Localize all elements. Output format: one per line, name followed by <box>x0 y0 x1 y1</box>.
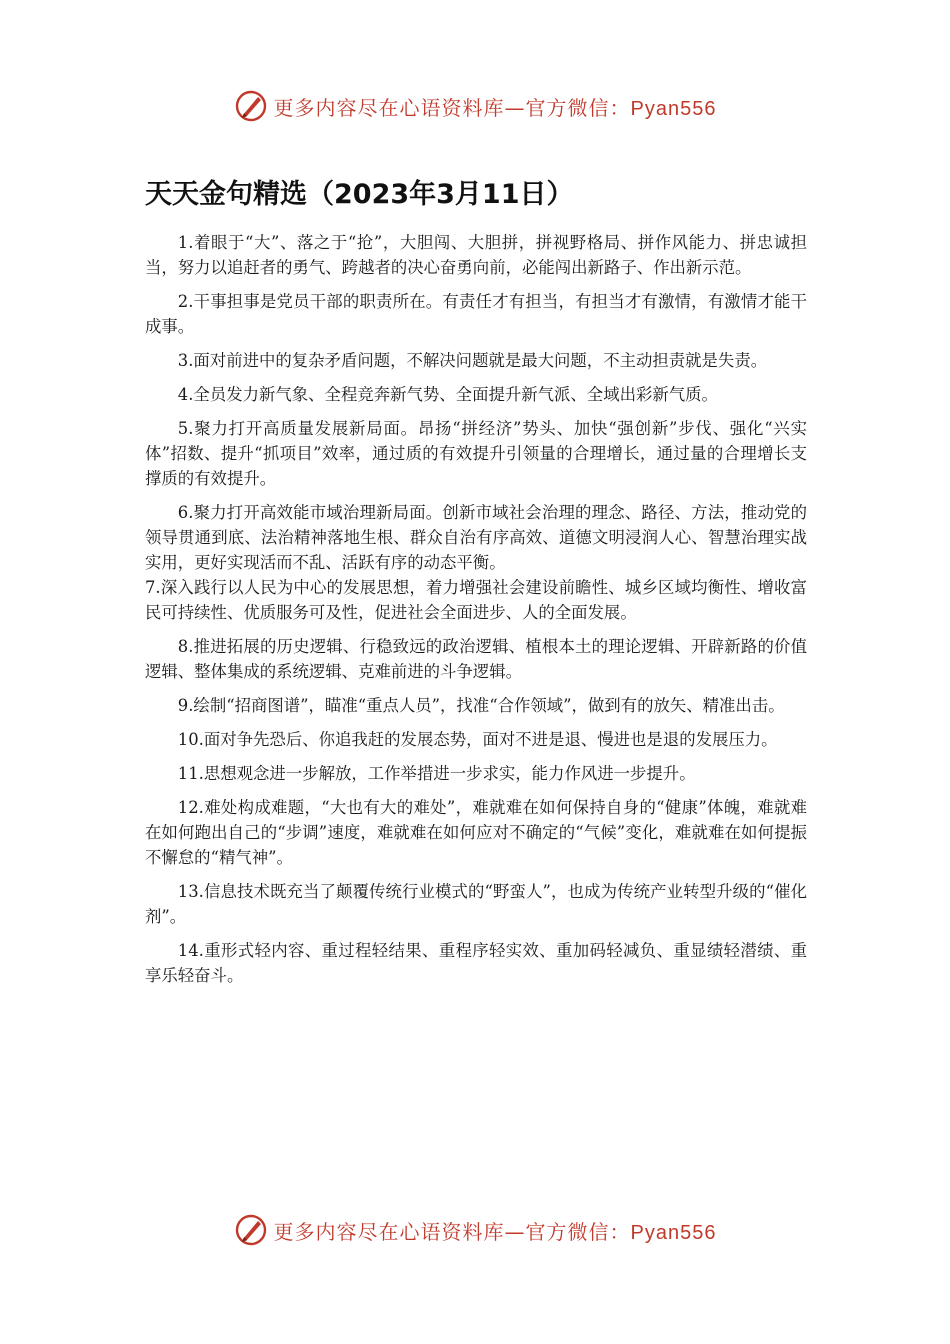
quote-paragraph: 1.着眼于“大”、落之于“抢”，大胆闯、大胆拼，拼视野格局、拼作风能力、拼忠诚担当，努力以追赶者的勇气、跨越者的决心奋勇向前，必能闯出新路子、作出新示范。 <box>145 233 807 277</box>
quote-paragraph: 13.信息技术既充当了颠覆传统行业模式的“野蛮人”，也成为传统产业转型升级的“催化剂”。 <box>145 882 807 926</box>
banner-wechat-id: Pyan556 <box>630 1221 717 1244</box>
quote-paragraph: 4.全员发力新气象、全程竞奔新气势、全面提升新气派、全域出彩新气质。 <box>177 385 718 404</box>
quote-paragraph: 5.聚力打开高质量发展新局面。昂扬“拼经济”势头、加快“强创新”步伐、强化“兴实体”招数、提升“抓项目”效率，通过质的有效提升引领量的合理增长，通过量的合理增长支撑质的有效提升。 <box>145 419 807 488</box>
quote-paragraph: 12.难处构成难题，“大也有大的难处”，难就难在如何保持自身的“健康”体魄，难就难在如何跑出自己的“步调”速度，难就难在如何应对不确定的“气候”变化，难就难在如何提振不懈怠的“精气神”。 <box>145 798 807 867</box>
banner-text: 更多内容尽在心语资料库 <box>273 1219 505 1244</box>
quote-paragraph: 11.思想观念进一步解放，工作举措进一步求实，能力作风进一步提升。 <box>177 764 696 783</box>
quote-paragraph: 6.聚力打开高效能市域治理新局面。创新市域社会治理的理念、路径、方法，推动党的领导贯通到底、法治精神落地生根、群众自治有序高效、道德文明浸润人心、智慧治理实战实用，更好实现活而不乱、活跃有序的动态平衡。 <box>145 503 807 572</box>
quill-pen-icon <box>234 89 268 123</box>
quote-paragraph: 14.重形式轻内容、重过程轻结果、重程序轻实效、重加码轻减负、重显绩轻潜绩、重享乐轻奋斗。 <box>145 941 807 985</box>
quill-pen-icon <box>234 1213 268 1247</box>
quote-paragraph: 3.面对前进中的复杂矛盾问题，不解决问题就是最大问题，不主动担责就是失责。 <box>177 351 768 370</box>
header-banner <box>0 86 950 126</box>
page-title: 天天金句精选（2023年3月11日） <box>145 179 574 210</box>
quote-list <box>145 230 807 997</box>
quote-paragraph: 10.面对争先恐后、你追我赶的发展态势，面对不进是退、慢进也是退的发展压力。 <box>177 730 778 749</box>
banner-wechat-label: 官方微信： <box>525 1219 631 1244</box>
quote-paragraph: 7.深入践行以人民为中心的发展思想，着力增强社会建设前瞻性、城乡区域均衡性、增收富民可持续性、优质服务可及性，促进社会全面进步、人的全面发展。 <box>145 578 807 622</box>
banner-wechat-label: 官方微信： <box>525 95 631 120</box>
banner-separator: — <box>504 95 526 120</box>
footer-banner <box>0 1210 950 1250</box>
quote-paragraph: 9.绘制“招商图谱”，瞄准“重点人员”，找准“合作领域”，做到有的放矢、精准出击。 <box>177 696 785 715</box>
banner-text: 更多内容尽在心语资料库 <box>273 95 505 120</box>
quote-paragraph: 8.推进拓展的历史逻辑、行稳致远的政治逻辑、植根本土的理论逻辑、开辟新路的价值逻辑、整体集成的系统逻辑、克难前进的斗争逻辑。 <box>145 637 807 681</box>
banner-separator: — <box>504 1219 526 1244</box>
banner-wechat-id: Pyan556 <box>630 97 717 120</box>
quote-paragraph: 2.干事担事是党员干部的职责所在。有责任才有担当，有担当才有激情，有激情才能干成事。 <box>145 292 807 336</box>
